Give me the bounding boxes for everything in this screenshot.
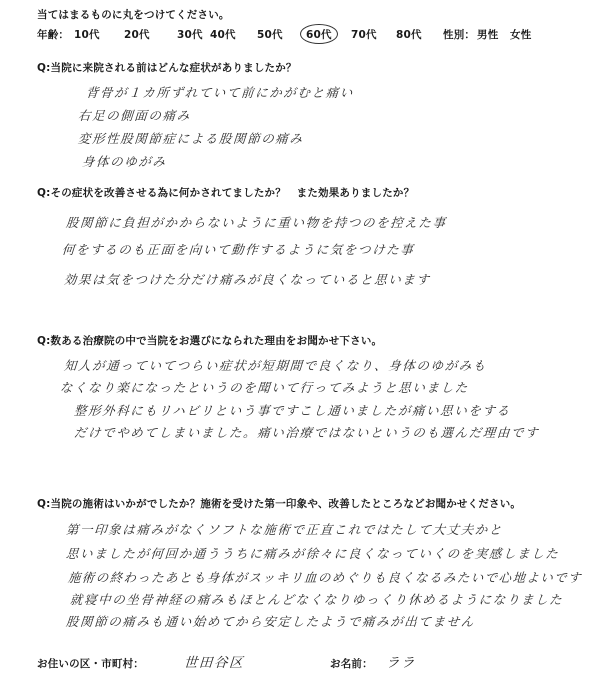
age-option-20: 20代 (124, 29, 150, 41)
answer-4-line-5: 股関節の痛みも通い始めてから安定したようで痛みが出てません (65, 614, 476, 629)
answer-3-line-4: だけでやめてしまいました。痛い治療ではないというのも選んだ理由です (73, 425, 540, 440)
residence-label: お住いの区・市町村： (37, 658, 144, 670)
answer-2-line-2: 何をするのも正面を向いて動作するように気をつけた事 (61, 242, 416, 257)
answer-1-line-3: 変形性股関節症による股関節の痛み (77, 131, 305, 146)
answer-4-line-1: 第一印象は痛みがなくソフトな施術で正直これではたして大丈夫かと (65, 522, 504, 537)
question-2: Q:その症状を改善させる為に何かされてましたか？ また効果ありましたか？ (37, 187, 415, 199)
name-label: お名前： (330, 658, 373, 670)
age-option-10: 10代 (74, 29, 100, 41)
answer-2-line-1: 股関節に負担がかからないように重い物を持つのを控えた事 (65, 215, 448, 230)
age-option-40: 40代 (210, 29, 236, 41)
answer-4-line-4: 就寝中の坐骨神経の痛みもほとんどなくなりゆっくり休めるようになりました (69, 592, 564, 607)
gender-label: 性別： (443, 29, 476, 41)
age-label: 年齢： (37, 29, 70, 41)
age-option-70: 70代 (351, 29, 377, 41)
residence-value: 世田谷区 (183, 655, 245, 671)
age-option-80: 80代 (396, 29, 422, 41)
age-option-30: 30代 (177, 29, 203, 41)
answer-1-line-2: 右足の側面の痛み (77, 108, 192, 123)
answer-3-line-3: 整形外科にもリハビリという事ですこし通いましたが痛い思いをする (73, 403, 512, 418)
age-gender-row (37, 27, 557, 43)
gender-option-male: 男性 (477, 29, 499, 41)
answer-4-line-3: 施術の終わったあとも身体がスッキリ血のめぐりも良くなるみたいで心地よいです (67, 570, 583, 585)
age-option-50: 50代 (257, 29, 283, 41)
answer-4-line-2: 思いましたが何回か通ううちに痛みが徐々に良くなっていくのを実感しました (65, 546, 561, 561)
instruction-text: 当てはまるものに丸をつけてください。 (37, 9, 230, 21)
answer-3-line-1: 知人が通っていてつらい症状が短期間で良くなり、身体のゆがみも (63, 358, 488, 373)
question-4: Q:当院の施術はいかがでしたか？施術を受けた第一印象や、改善したところなどお聞かせください。 (37, 498, 522, 510)
age-option-60: 60代 (306, 29, 332, 41)
answer-2-line-3: 効果は気をつけた分だけ痛みが良くなっていると思います (63, 272, 432, 287)
gender-option-female: 女性 (510, 29, 532, 41)
selected-age-circle (300, 24, 338, 44)
question-3: Q:数ある治療院の中で当院をお選びになられた理由をお聞かせ下さい。 (37, 335, 383, 347)
answer-1-line-4: 身体のゆがみ (81, 154, 168, 169)
answer-3-line-2: なくなり楽になったというのを聞いて行ってみようと思いました (59, 380, 470, 395)
question-1: Q:当院に来院される前はどんな症状がありましたか？ (37, 62, 297, 74)
name-value: ララ (385, 655, 417, 671)
answer-1-line-1: 背骨が１カ所ずれていて前にかがむと痛い (85, 85, 355, 100)
